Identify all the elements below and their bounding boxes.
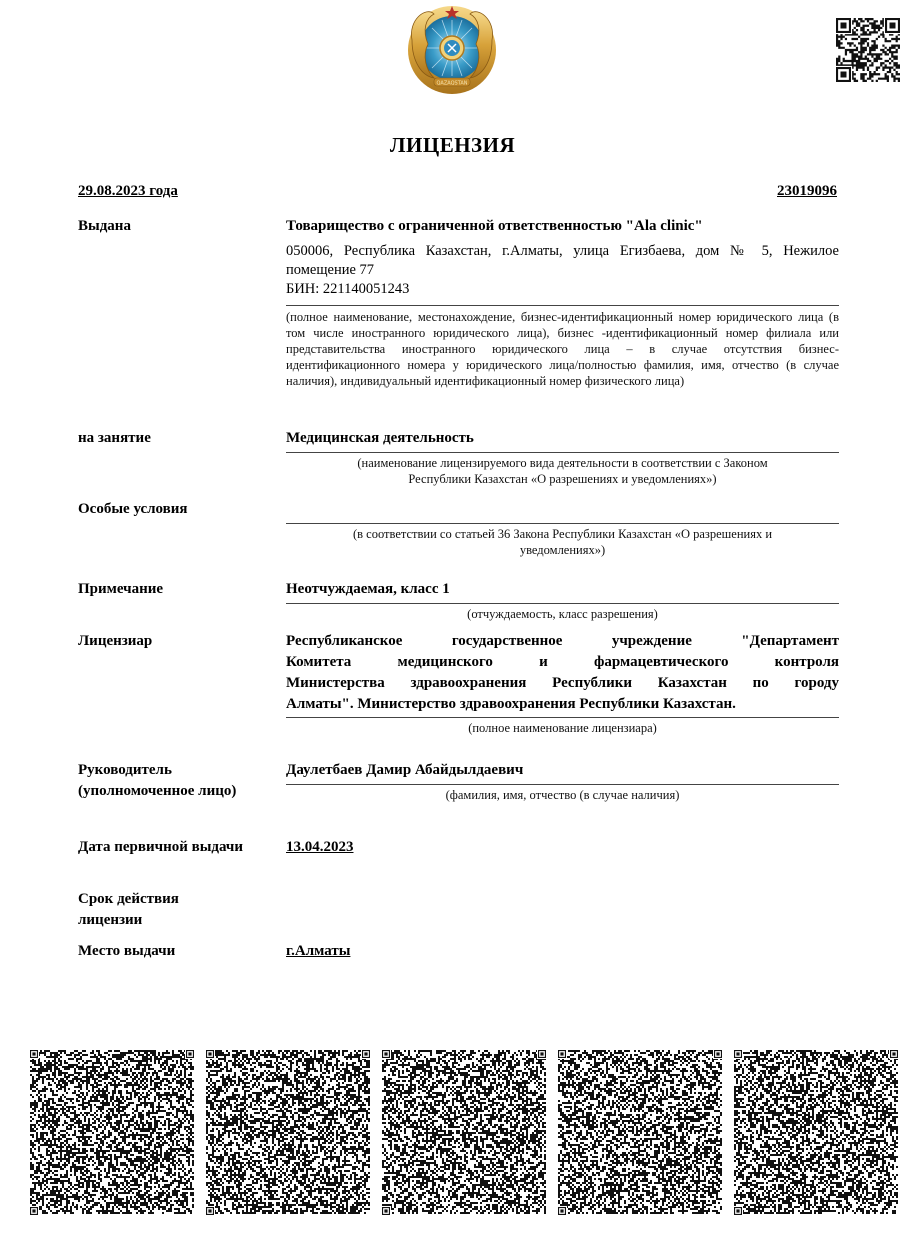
first-issue-label: Дата первичной выдачи	[78, 839, 244, 855]
head-label-line2: (уполномоченное лицо)	[78, 783, 237, 799]
qr-code-3-icon	[382, 1050, 546, 1215]
qr-code-4-icon	[558, 1050, 722, 1215]
validity-label	[78, 889, 179, 931]
signature-qr-codes	[30, 1050, 895, 1215]
qr-code-5-icon	[734, 1050, 898, 1215]
activity-value: Медицинская деятельность	[286, 430, 474, 446]
note-value: Неотчуждаемая, класс 1	[286, 581, 450, 597]
head-hint: (фамилия, имя, отчество (в случае наличия)	[445, 788, 680, 802]
divider	[286, 717, 839, 718]
validity-label-line1: Срок действия	[78, 891, 179, 907]
svg-text:QAZAQSTAN: QAZAQSTAN	[436, 80, 468, 87]
issued-to-label: Выдана	[78, 218, 131, 234]
top-qr-code-icon	[836, 18, 900, 82]
special-conditions-hint-line1: (в соответствии со статьей 36 Закона Республики Казахстан «О разрешениях и	[352, 527, 773, 541]
divider	[286, 305, 839, 306]
licensor-line1: Республиканское государственное учреждение "Департамент	[286, 633, 839, 649]
activity-block	[286, 428, 839, 487]
divider	[286, 523, 839, 524]
issue-date: 29.08.2023 года	[78, 183, 178, 199]
special-conditions-block	[286, 523, 839, 558]
issued-to-block	[286, 216, 839, 389]
issued-to-hint: (полное наименование, местонахождение, бизнес-идентификационный номер юридического лица (в том числе иностранного юридического лица), бизнес -идентификационный номер филиала или представительства иностранного юридического лица – в случае отсутствия бизнес-идентификационного номера у юридического лица/полностью фамилия, имя, отчество (в случае наличия), индивидуальный идентификационный номер физического лица)	[286, 310, 839, 388]
place-value: г.Алматы	[286, 943, 351, 959]
licensor-line4: Алматы". Министерство здравоохранения Республики Казахстан.	[286, 696, 736, 712]
license-number: 23019096	[777, 183, 837, 199]
special-conditions-hint-line2: уведомлениях»)	[519, 543, 606, 557]
special-conditions-label: Особые условия	[78, 501, 188, 517]
state-emblem-icon	[404, 0, 500, 98]
activity-label: на занятие	[78, 430, 151, 446]
divider	[286, 784, 839, 785]
note-block	[286, 579, 839, 622]
divider	[286, 603, 839, 604]
note-label: Примечание	[78, 581, 164, 597]
note-hint: (отчуждаемость, класс разрешения)	[467, 607, 658, 621]
first-issue-value: 13.04.2023	[286, 839, 354, 855]
activity-hint-line1: (наименование лицензируемого вида деятельности в соответствии с Законом	[357, 456, 768, 470]
divider	[286, 452, 839, 453]
head-label	[78, 760, 236, 802]
validity-label-line2: лицензии	[78, 912, 143, 928]
licensee-name: Товарищество с ограниченной ответственностью "Ala clinic"	[286, 218, 703, 234]
licensor-label: Лицензиар	[78, 633, 153, 649]
document-title: ЛИЦЕНЗИЯ	[389, 133, 516, 157]
licensee-address-line1: 050006, Республика Казахстан, г.Алматы, улица Егизбаева, дом № 5, Нежилое	[286, 243, 839, 259]
head-block	[286, 760, 839, 803]
licensor-line2: Комитета медицинского и фармацевтического контроля	[286, 654, 839, 670]
head-label-line1: Руководитель	[78, 762, 172, 778]
head-value: Даулетбаев Дамир Абайдылдаевич	[286, 762, 524, 778]
licensor-block	[286, 631, 839, 736]
licensee-bin: БИН: 221140051243	[286, 281, 410, 297]
qr-code-2-icon	[206, 1050, 370, 1215]
qr-code-1-icon	[30, 1050, 194, 1215]
activity-hint-line2: Республики Казахстан «О разрешениях и уведомлениях»)	[408, 472, 717, 486]
place-label: Место выдачи	[78, 943, 176, 959]
licensor-line3: Министерства здравоохранения Республики Казахстан по городу	[286, 675, 839, 691]
licensee-address-line2: помещение 77	[286, 262, 375, 278]
licensor-hint: (полное наименование лицензиара)	[468, 721, 657, 735]
